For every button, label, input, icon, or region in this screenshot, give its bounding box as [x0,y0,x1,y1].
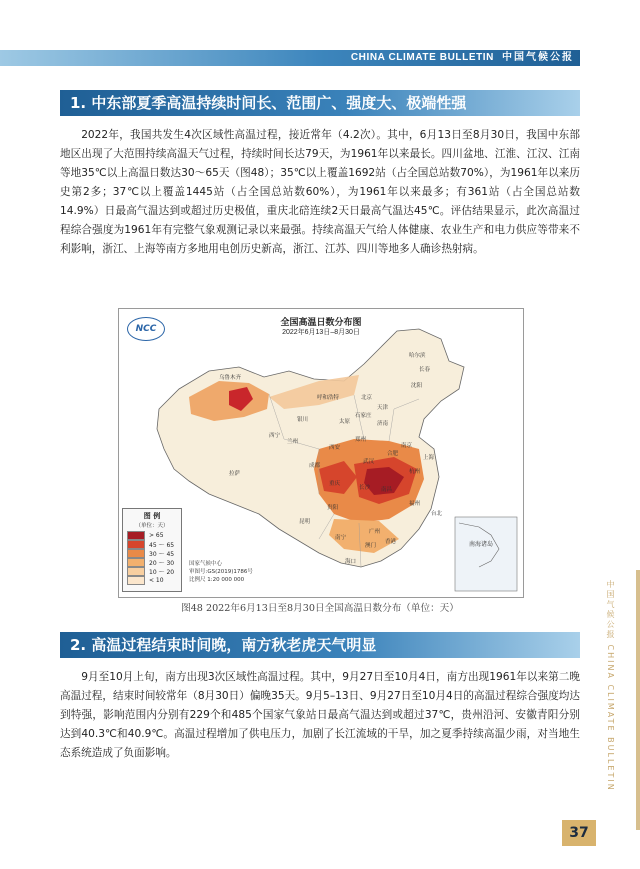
page-number: 37 [562,820,596,846]
legend-swatch [127,540,145,549]
legend-title: 图 例 [143,512,161,520]
place-label: 重庆 [329,481,341,487]
south-china-sea-inset [455,517,517,591]
legend-label: 10 ～ 20 [149,569,175,576]
place-label: 呼和浩特 [317,395,340,401]
place-label: 武汉 [363,459,375,465]
place-label: 香港 [385,539,397,545]
place-label: 福州 [409,501,421,507]
legend-item [127,540,181,549]
place-label: 上海 [423,455,435,461]
place-label: 济南 [377,421,389,427]
inset-label: 南海诸岛 [469,541,494,548]
map-approval: 审图号:GS(2019)1786号 [189,569,253,575]
place-label: 石家庄 [355,413,372,419]
place-label: 杭州 [409,469,421,475]
section-2-title: 2. 高温过程结束时间晚，南方秋老虎天气明显 [70,636,377,654]
china-outline [157,329,464,567]
place-label: 北京 [361,395,373,401]
ncc-logo: NCC [127,317,165,341]
place-label: 郑州 [355,437,367,443]
section-1-title: 1. 中东部夏季高温持续时间长、范围广、强度大、极端性强 [70,94,467,112]
place-label: 成都 [309,463,321,469]
place-label: 合肥 [387,451,399,457]
place-label: 澳门 [365,543,377,549]
place-label: 哈尔滨 [409,353,426,359]
legend-swatch [127,567,145,576]
legend-label: 20 ～ 30 [149,560,175,567]
legend-label: 30 ～ 45 [149,551,175,558]
place-label: 银川 [297,417,309,423]
figure-caption: 图48 2022年6月13日至8月30日全国高温日数分布（单位：天） [181,603,459,614]
place-label: 南宁 [335,535,347,541]
section-2-paragraph: 9月至10月上旬，南方出现3次区域性高温过程。其中，9月27日至10月4日，南方出现1961年以来第二晚高温过程，结束时间较常年（8月30日）偏晚35天。9月5–13日、9月27日至10月4日的高温过程综合强度均达到特强，影响范围内分别有229个和485个国家气象站日最高气温达到或超过37℃，贵州沿河、安徽青阳分别达到40.3℃和40.9℃。高温过程增加了供电压力，加剧了长江流域的干旱，加之夏季持续高温少雨，对当地生态系统造成了负面影响。 [60,671,580,759]
header-en: CHINA CLIMATE BULLETIN [350,52,494,63]
place-label: 贵阳 [327,505,339,511]
legend-label: 45 ～ 65 [149,542,175,549]
legend-item [127,549,181,558]
place-label: 天津 [377,405,389,411]
running-header [351,51,574,65]
map-subtitle: 2022年6月13日–8月30日 [282,329,360,336]
place-label: 台北 [431,511,443,517]
margin-text: 中国气候公报 CHINA CLIMATE BULLETIN [606,580,615,792]
section-2-heading [60,632,580,658]
map-scale: 比例尺 1:20 000 000 [189,577,245,583]
place-label: 兰州 [287,439,299,445]
legend-label: > 65 [149,532,164,539]
place-label: 广州 [369,529,381,535]
legend-unit: （单位：天） [135,523,169,529]
legend-item [127,531,181,540]
place-label: 昆明 [299,519,311,525]
legend-swatch [127,558,145,567]
place-label: 长沙 [359,485,371,491]
legend-swatch [127,531,145,540]
map-title: 全国高温日数分布图 [280,317,362,327]
place-label: 长春 [419,367,431,373]
section-1-heading [60,90,580,116]
legend-swatch [127,549,145,558]
legend-label: < 10 [149,577,164,584]
header-cn: 中国气候公报 [502,52,574,63]
place-label: 海口 [345,559,357,565]
place-label: 南京 [401,443,413,449]
legend-item [127,567,181,576]
legend-swatch [127,576,145,585]
place-label: 西安 [329,445,341,451]
map-legend [122,508,182,592]
place-label: 乌鲁木齐 [219,375,242,381]
map-org: 国家气候中心 [189,561,223,567]
place-label: 西宁 [269,433,281,439]
place-label: 沈阳 [411,383,423,389]
place-label: 太原 [339,419,351,425]
place-label: 拉萨 [229,471,241,477]
margin-strip [636,570,640,830]
section-1-paragraph: 2022年，我国共发生4次区域性高温过程，接近常年（4.2次）。其中，6月13日至8月30日，我国中东部地区出现了大范围持续高温天气过程，持续时间长达79天，为1961年以来最长。四川盆地、江淮、江汉、江南等地35℃以上高温日数达30～65天（图48）；35℃以上覆盖1692站（占全国总站数70%），为1961年以来历史第2多；37℃以上覆盖1445站（占全国总站数60%），为1961年以来最多；有361站（占全国总站数14.9%）日最高气温达到或超过历史极值，重庆北碚连续2天日最高气温达45℃。评估结果显示，此次高温过程综合强度为1961年有完整气象观测记录以来最强。持续高温天气给人体健康、农业生产和电力供应等带来不利影响，浙江、上海等南方多地用电创历史新高，浙江、江苏、四川等地多人确诊热射病。 [60,129,580,255]
legend-item [127,558,181,567]
legend-item [127,576,181,585]
place-label: 南昌 [381,487,393,493]
